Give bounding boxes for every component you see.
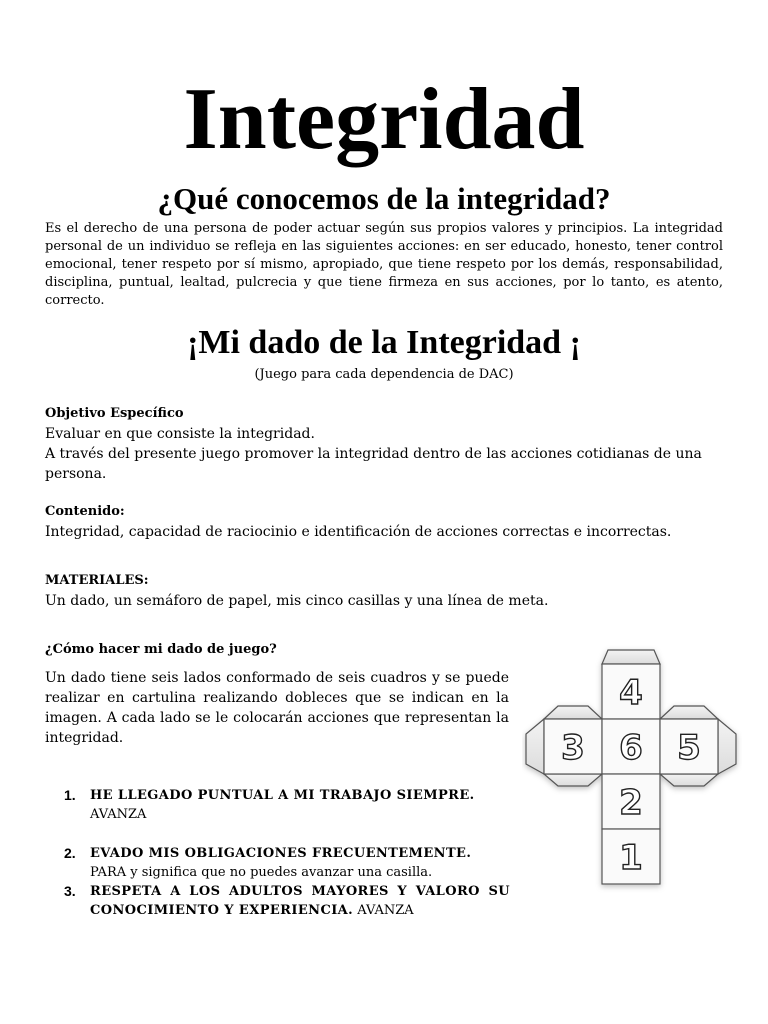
list-item [64,882,510,920]
die-left-flap [526,719,544,774]
list-item-number: 2. [64,845,76,861]
game-note: (Juego para cada dependencia de DAC) [254,367,514,382]
die-number-center: 6 [619,728,643,768]
die-left-top-flap [544,706,602,719]
die-left-bottom-flap [544,774,602,786]
list-item-number: 1. [64,787,76,803]
list-item-bold: RESPETA A LOS ADULTOS MAYORES Y VALORO SU CONOCIMIENTO Y EXPERIENCIA. [90,884,510,918]
die-top-flap [602,650,660,664]
list-item-number: 3. [64,883,76,899]
intro-paragraph: Es el derecho de una persona de poder actuar según sus propios valores y principios. La integridad personal de un individuo se refleja en las siguientes acciones: en ser educado, honesto, tener control emocional, tener respeto por sí mismo, apropiado, que tiene respeto por los demás, responsabilidad, disciplina, puntual, lealtad, pulcrecia y que tiene firmeza en sus acciones, por lo tanto, es atento, correcto. [45,221,723,308]
howto-section [45,640,509,660]
howto-text: Un dado tiene seis lados conformado de seis cuadros y se puede realizar en cartulina realizando dobleces que se indican en la imagen. A cada lado se le colocarán acciones que representan la integridad. [45,670,509,746]
content-label: Contenido: [45,504,125,519]
materials-section [45,571,723,611]
list-item [64,844,510,882]
page-title: Integridad [183,71,585,168]
list-item-bold: HE LLEGADO PUNTUAL A MI TRABAJO SIEMPRE. [90,788,475,803]
die-template-illustration [522,644,742,894]
objective-line-1: Evaluar en que consiste la integridad. [45,426,315,442]
section-subtitle: ¿Qué conocemos de la integridad? [157,181,611,216]
content-text: Integridad, capacidad de raciocinio e identificación de acciones correctas e incorrectas. [45,524,672,540]
die-number-right: 5 [677,728,701,768]
materials-label: MATERIALES: [45,573,149,588]
die-right-bottom-flap [660,774,718,786]
content-section [45,502,723,542]
die-number-left: 3 [561,728,585,768]
materials-text: Un dado, un semáforo de papel, mis cinco casillas y una línea de meta. [45,593,549,609]
objective-label: Objetivo Específico [45,406,184,421]
list-item-rest: PARA y significa que no puedes avanzar una casilla. [90,865,433,880]
die-number-bottom: 1 [619,838,643,878]
die-number-lower: 2 [619,783,643,823]
actions-list [64,786,510,920]
howto-label: ¿Cómo hacer mi dado de juego? [45,642,277,657]
objective-section [45,404,723,484]
die-number-top: 4 [619,673,643,713]
list-item-bold: EVADO MIS OBLIGACIONES FRECUENTEMENTE. [90,846,472,861]
die-right-top-flap [660,706,718,719]
list-item [64,786,510,824]
list-item-rest: AVANZA [357,903,414,918]
game-heading: ¡Mi dado de la Integridad ¡ [187,324,581,361]
die-right-flap [718,719,736,774]
list-item-rest: AVANZA [90,807,147,822]
objective-line-2: A través del presente juego promover la integridad dentro de las acciones cotidianas de una persona. [45,446,702,482]
